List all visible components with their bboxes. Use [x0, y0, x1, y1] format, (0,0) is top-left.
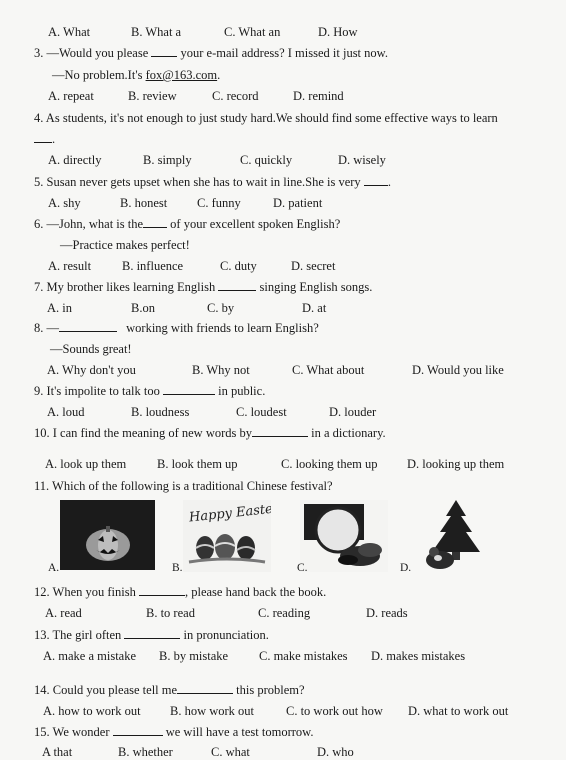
option-c: C. by — [207, 301, 235, 315]
answer-blank — [163, 383, 215, 395]
option-c: C. record — [212, 89, 259, 103]
question-3-stem: 3. —Would you please your e-mail address? I missed it just now. — [34, 46, 388, 60]
option-d: D. looking up them — [407, 457, 505, 471]
option-a: A. look up them — [45, 457, 127, 471]
option-b: B.on — [131, 301, 155, 315]
question-10-stem: 10. I can find the meaning of new words by in a dictionary. — [34, 426, 386, 440]
option-a: A. make a mistake — [43, 649, 137, 663]
option-a: A. result — [48, 259, 92, 273]
question-3-reply: —No problem.It's fox@163.com. — [52, 68, 221, 82]
moon-image — [300, 500, 388, 572]
option-c: C. quickly — [240, 153, 293, 167]
question-5-stem: 5. Susan never gets upset when she has to wait in line.She is very . — [34, 175, 391, 189]
option-b: B. review — [128, 89, 177, 103]
question-15-stem: 15. We wonder we will have a test tomorrow. — [34, 725, 314, 739]
option-a: A. Why don't you — [47, 363, 136, 377]
question-11-stem: 11. Which of the following is a traditional Chinese festival? — [34, 479, 333, 493]
option-c: C. to work out how — [286, 704, 383, 718]
option-b: B. influence — [122, 259, 184, 273]
option-a: A. shy — [48, 196, 81, 210]
option-c: C. duty — [220, 259, 257, 273]
option-b: B. loudness — [131, 405, 190, 419]
option-c: C. what — [211, 745, 250, 759]
option-d: D. secret — [291, 259, 336, 273]
picture-a-pumpkin — [60, 500, 155, 570]
answer-blank — [177, 682, 233, 694]
question-6-reply: —Practice makes perfect! — [60, 238, 190, 252]
answer-blank — [218, 279, 256, 291]
option-d: D. patient — [273, 196, 323, 210]
option-b: B. how work out — [170, 704, 255, 718]
option-b: B. simply — [143, 153, 192, 167]
picture-b-easter — [183, 500, 271, 572]
question-4-stem: 4. As students, it's not enough to just study hard.We should find some effective ways to learn — [34, 111, 498, 125]
option-c: C. make mistakes — [259, 649, 348, 663]
question-8-stem: 8. — working with friends to learn English? — [34, 321, 319, 335]
picture-c-moon — [300, 500, 388, 572]
answer-blank — [59, 320, 117, 332]
option-c: C. What about — [292, 363, 365, 377]
picture-d-label: D. — [400, 562, 412, 574]
answer-blank — [143, 216, 167, 228]
option-c: C. loudest — [236, 405, 287, 419]
option-b: B. honest — [120, 196, 168, 210]
option-c: C. funny — [197, 196, 241, 210]
pumpkin-image — [60, 500, 155, 570]
option-b: B. whether — [118, 745, 173, 759]
option-b: B. Why not — [192, 363, 250, 377]
picture-b-label: B. — [172, 562, 183, 574]
option-b: B. to read — [146, 606, 195, 620]
option-d: D. Would you like — [412, 363, 504, 377]
question-12-stem: 12. When you finish , please hand back the book. — [34, 585, 327, 599]
answer-blank — [124, 627, 180, 639]
easter-caption: Happy Easter — [188, 501, 271, 526]
option-d: D. How — [318, 25, 358, 39]
option-d: D. who — [317, 745, 354, 759]
option-a: A. repeat — [48, 89, 94, 103]
option-d: D. what to work out — [408, 704, 509, 718]
option-a: A. in — [47, 301, 72, 315]
option-a: A. how to work out — [43, 704, 141, 718]
option-a: A. loud — [47, 405, 85, 419]
picture-d-tree — [418, 498, 488, 574]
question-7-stem: 7. My brother likes learning English singing English songs. — [34, 280, 373, 294]
answer-blank — [252, 425, 308, 437]
question-9-stem: 9. It's impolite to talk too in public. — [34, 384, 266, 398]
option-c: C. looking them up — [281, 457, 378, 471]
option-d: D. at — [302, 301, 327, 315]
option-d: D. louder — [329, 405, 377, 419]
option-c: C. What an — [224, 25, 281, 39]
question-14-stem: 14. Could you please tell me this problem? — [34, 683, 305, 697]
answer-blank — [34, 131, 52, 143]
question-4-continuation: . — [34, 131, 55, 147]
option-a: A. read — [45, 606, 82, 620]
answer-blank — [113, 724, 163, 736]
option-b: B. look them up — [157, 457, 238, 471]
answer-blank — [364, 174, 388, 186]
easter-eggs-image — [183, 500, 271, 572]
option-b: B. What a — [131, 25, 182, 39]
question-8-reply: —Sounds great! — [50, 342, 132, 356]
christmas-tree-image — [418, 498, 488, 574]
email-address: fox@163.com — [145, 68, 218, 82]
answer-blank — [151, 45, 177, 57]
option-c: C. reading — [258, 606, 311, 620]
option-a: A that — [42, 745, 73, 759]
answer-blank — [139, 584, 185, 596]
option-b: B. by mistake — [159, 649, 229, 663]
option-d: D. remind — [293, 89, 344, 103]
picture-a-label: A. — [48, 562, 60, 574]
question-13-stem: 13. The girl often in pronunciation. — [34, 628, 269, 642]
option-a: A. directly — [48, 153, 102, 167]
question-6-stem: 6. —John, what is the of your excellent spoken English? — [34, 217, 341, 231]
option-d: D. wisely — [338, 153, 386, 167]
option-d: D. reads — [366, 606, 408, 620]
option-d: D. makes mistakes — [371, 649, 466, 663]
picture-c-label: C. — [297, 562, 308, 574]
option-a: A. What — [48, 25, 91, 39]
